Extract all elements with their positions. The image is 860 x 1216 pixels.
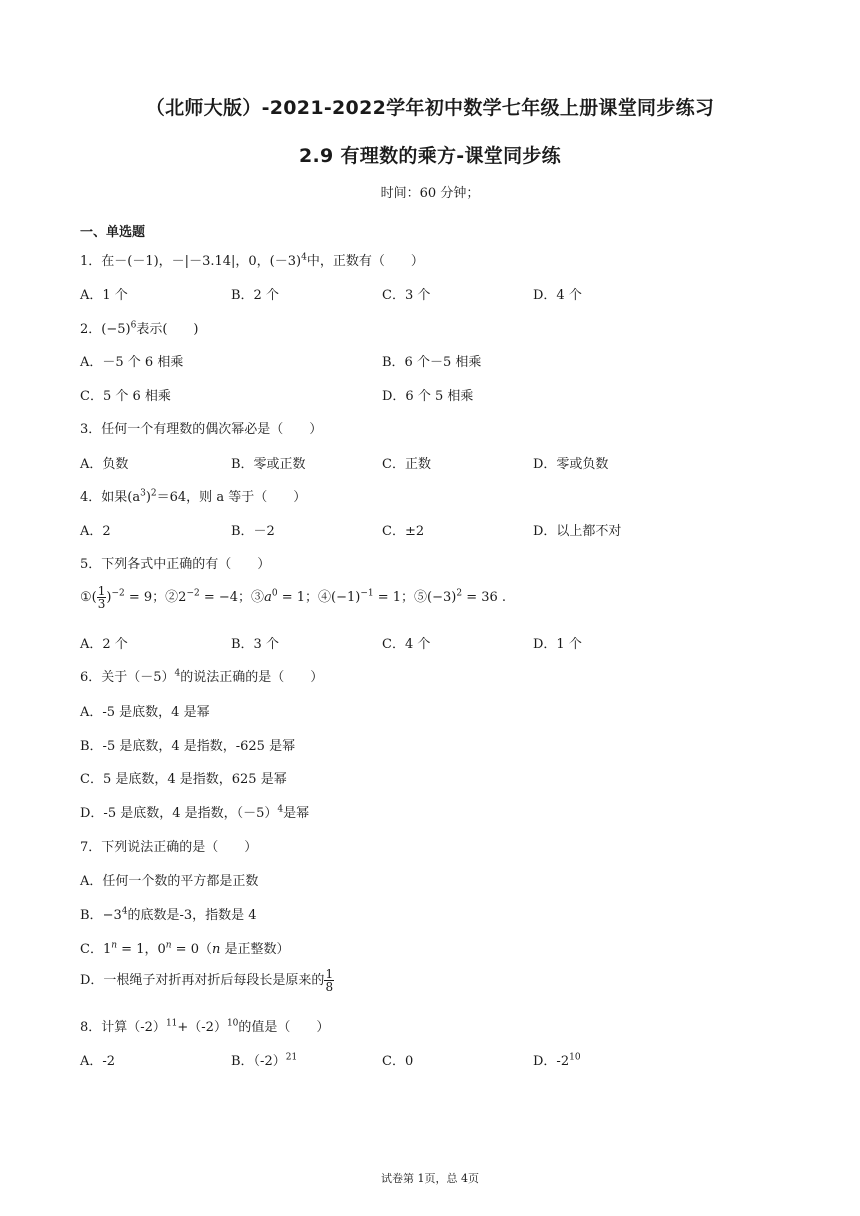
question-5-option-b: B．3 个 bbox=[231, 637, 279, 652]
question-2-stem: 2．$(-5)^6$表示( ) bbox=[80, 320, 199, 337]
question-3-option-d: D．零或负数 bbox=[533, 457, 609, 472]
question-8-option-b: B．$(-2)^{21}$ bbox=[231, 1052, 298, 1069]
question-1-stem: 1．在－(－1)，－|－3.14|，0，$(-3)^4$中，正数有（ ） bbox=[80, 252, 424, 269]
question-7-option-c: C．$1^n = 1$，$0^n = 0(n$ 是正整数） bbox=[80, 940, 290, 957]
section-heading: 一、单选题 bbox=[80, 225, 146, 240]
page-footer: 试卷第 1页，总 4页 bbox=[381, 1172, 479, 1185]
question-3-option-a: A．负数 bbox=[80, 457, 129, 472]
question-7-option-b: B．$-3^4$的底数是-3，指数是 4 bbox=[80, 906, 257, 923]
question-3-option-c: C．正数 bbox=[382, 457, 431, 472]
question-4-stem: 4．如果$(a^3)^2=64$，则 a 等于（ ） bbox=[80, 488, 307, 505]
question-5-stem: 5．下列各式中正确的有（ ） bbox=[80, 557, 271, 572]
question-8-option-d: D．$-2^{10}$ bbox=[533, 1052, 581, 1069]
page-subtitle: 2.9 有理数的乘方-课堂同步练 bbox=[299, 145, 561, 167]
question-7-stem: 7．下列说法正确的是（ ） bbox=[80, 840, 258, 855]
page-title: （北师大版）-2021-2022学年初中数学七年级上册课堂同步练习 bbox=[145, 97, 715, 119]
question-8-option-c: C．0 bbox=[382, 1054, 414, 1069]
question-2-option-d: D．6 个 5 相乘 bbox=[382, 389, 474, 404]
question-5-option-d: D．1 个 bbox=[533, 637, 582, 652]
question-6-option-c: C．5 是底数，4 是指数，625 是幂 bbox=[80, 772, 287, 787]
question-5-formula: ①( $\frac{1}{3}$ )$^{-2}$ = 9；$②2^{-2} = -4$；$③a^0 = 1$；$④(-1)^{-1} = 1$；$⑤(-3)^2 = 36$ . bbox=[80, 584, 507, 611]
question-1-option-a: A．1 个 bbox=[80, 288, 128, 303]
question-8-stem: 8．计算$(-2)^{11}+(-2)^{10}$的值是（ ） bbox=[80, 1018, 330, 1035]
question-4-option-d: D．以上都不对 bbox=[533, 524, 622, 539]
question-7-option-a: A．任何一个数的平方都是正数 bbox=[80, 874, 259, 889]
question-6-option-d: D．-5 是底数，4 是指数，$(-5)^4$是幂 bbox=[80, 804, 310, 821]
question-4-option-b: B．－2 bbox=[231, 524, 275, 539]
question-1-option-c: C．3 个 bbox=[382, 288, 431, 303]
question-4-option-a: A．2 bbox=[80, 524, 111, 539]
fraction-one-third: $\frac{1}{3}$ bbox=[97, 584, 106, 611]
question-6-option-b: B．-5 是底数，4 是指数，-625 是幂 bbox=[80, 739, 296, 754]
question-2-option-c: C．5 个 6 相乘 bbox=[80, 389, 171, 404]
question-4-option-c: C．±2 bbox=[382, 524, 425, 539]
question-2-option-a: A．－5 个 6 相乘 bbox=[80, 355, 184, 370]
question-5-option-c: C．4 个 bbox=[382, 637, 431, 652]
fraction-one-eighth: $\frac{1}{8}$ bbox=[325, 967, 334, 994]
question-6-option-a: A．-5 是底数，4 是幂 bbox=[80, 705, 210, 720]
question-8-option-a: A．-2 bbox=[80, 1054, 116, 1069]
question-3-stem: 3．任何一个有理数的偶次幂必是（ ） bbox=[80, 422, 323, 437]
question-2-option-b: B．6 个－5 相乘 bbox=[382, 355, 482, 370]
question-1-option-d: D．4 个 bbox=[533, 288, 582, 303]
question-1-option-b: B．2 个 bbox=[231, 288, 279, 303]
time-limit: 时间：60 分钟； bbox=[380, 186, 480, 201]
question-3-option-b: B．零或正数 bbox=[231, 457, 306, 472]
question-7-option-d: D．一根绳子对折再对折后每段长是原来的 $\frac{1}{8}$ bbox=[80, 967, 334, 994]
question-6-stem: 6．关于$(-5)^4$的说法正确的是（ ） bbox=[80, 668, 324, 685]
question-5-option-a: A．2 个 bbox=[80, 637, 128, 652]
